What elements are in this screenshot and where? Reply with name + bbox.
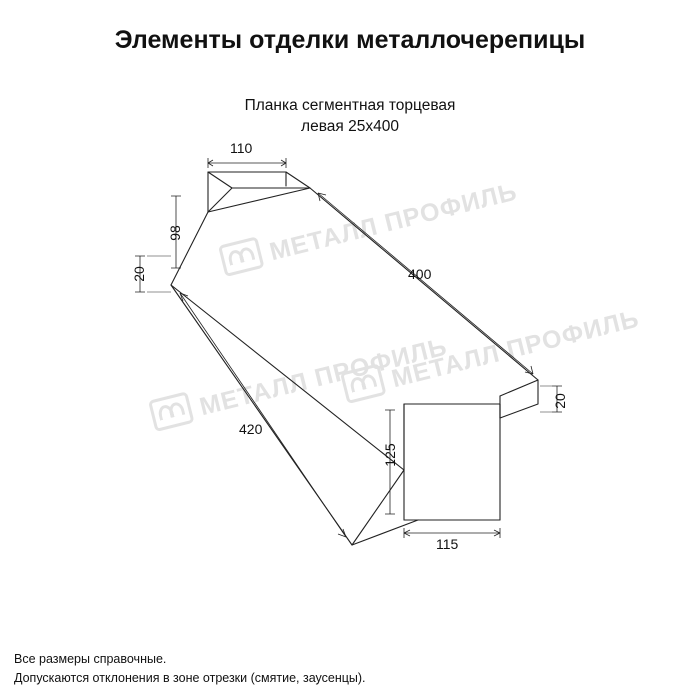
- lip-fold-top: [208, 188, 232, 212]
- footer-note: [14, 650, 366, 688]
- dim-label-125: 125: [382, 443, 398, 467]
- watermark-text: МЕТАЛЛ ПРОФИЛЬ: [266, 177, 521, 267]
- watermark-text: МЕТАЛЛ ПРОФИЛЬ: [196, 332, 451, 422]
- lower-long-face-bottom: [352, 470, 404, 545]
- dim-label-115: 115: [436, 536, 459, 552]
- upper-face-top-line: [208, 188, 538, 380]
- dim-line-400: [318, 193, 533, 374]
- page-title: Элементы отделки металлочерепицы: [114, 26, 586, 54]
- lower-long-face-left: [171, 285, 418, 545]
- subtitle-line-2: левая 25x400: [301, 118, 399, 135]
- dim-label-110: 110: [230, 140, 253, 156]
- dim-line-420: [180, 293, 346, 537]
- dim-label-20-right: 20: [552, 393, 568, 409]
- dim-label-400: 400: [408, 266, 432, 282]
- subtitle-line-1: Планка сегментная торцевая: [244, 97, 456, 114]
- top-flange-face: [208, 172, 310, 188]
- watermark-text: МЕТАЛЛ ПРОФИЛЬ: [388, 304, 643, 394]
- footer-line-2: Допускаются отклонения в зоне отрезки (смятие, заусенцы).: [14, 671, 366, 685]
- dim-label-20-upper: 20: [131, 266, 147, 282]
- footer-line-1: Все размеры справочные.: [14, 652, 167, 666]
- upper-face-left-line: [171, 212, 404, 470]
- dim-label-420: 420: [239, 421, 263, 437]
- right-lip: [500, 380, 538, 418]
- dim-label-98: 98: [167, 225, 183, 241]
- right-lip-fold: [500, 380, 538, 396]
